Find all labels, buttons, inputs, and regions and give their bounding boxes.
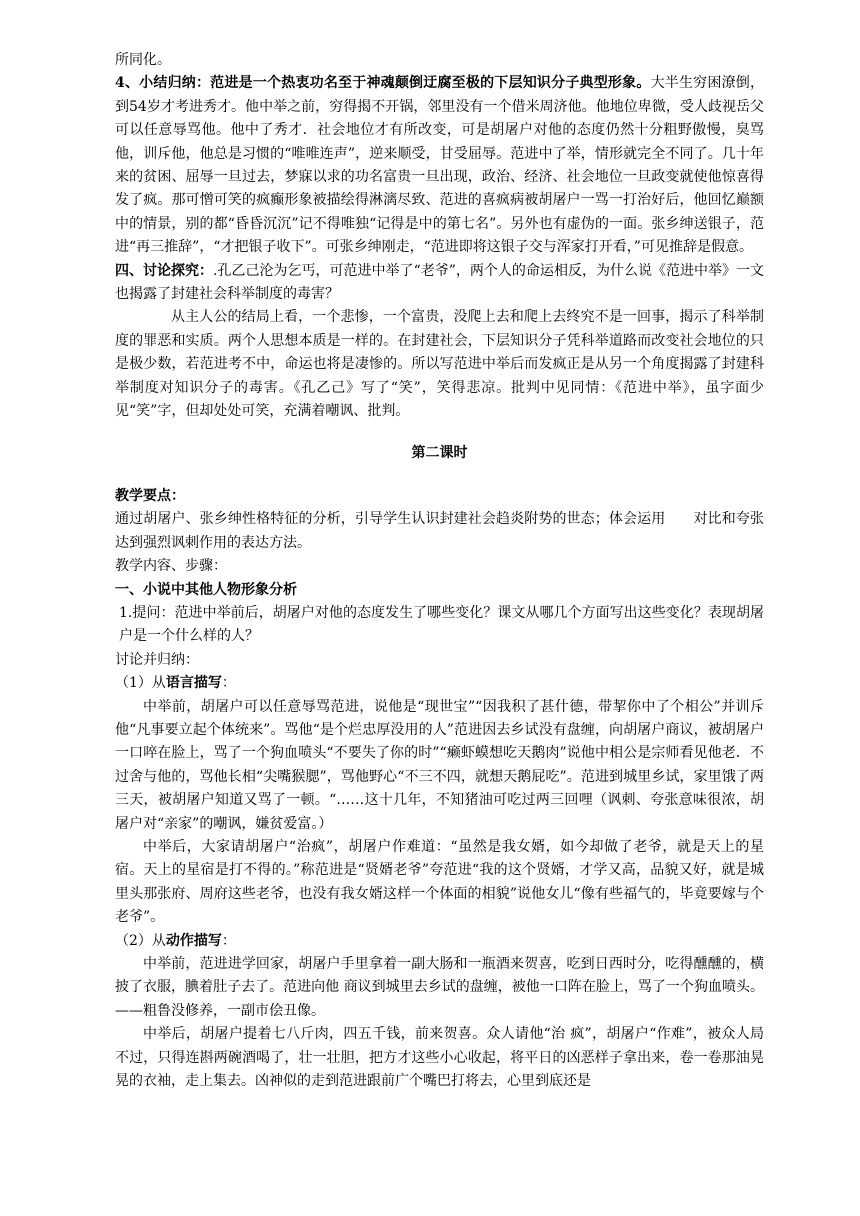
heading-bold-term: 动作描写 [165,932,222,949]
heading-prefix: （1）从 [115,675,166,692]
action-before-paragraph: 中举前，范进进学回家，胡屠户手里拿着一副大肠和一瓶酒来贺喜，吃到日西时分，吃得醺醺的，横披了衣服，腆着肚子去了。范进向他 商议到城里去乡试的盘缠，被他一口阵在脸上，骂了一个狗血喷头。 ——粗鲁没修养，一副市侩丑像。 [115,956,764,1019]
character-analysis-heading: 一、小说中其他人物形象分析 [115,581,297,598]
heading-suffix: ： [221,675,236,692]
question-1: 1.提问：范进中举前后，胡屠户对他的态度发生了哪些变化？课文从哪几个方面写出这些变化？表现胡屠户是一个什么样的人？ [119,604,764,645]
heading-bold-term: 语言描写 [165,675,222,692]
teaching-points-heading: 教学要点： [115,487,185,504]
action-after-paragraph: 中举后，胡屠户提着七八斤肉，四五千钱，前来贺喜。众人请他“治 疯”，胡屠户“作难”，被众人局不过，只得连斟两碗酒喝了，壮一壮胆，把方才这些小心收起，将平日的凶恶样子拿出来，卷一卷那油晃晃的衣袖，走上集去。凶神似的走到范进跟前广个嘴巴打将去，心里到底还是 [115,1026,764,1090]
discussion-question: .孔乙己沦为乞丐，可范进中举了“老爷”，两个人的命运相反，为什么说《范进中举》一文也揭露了封建社会科举制度的毒害？ [115,262,765,303]
teaching-steps-heading: 教学内容、步骤： [115,558,227,575]
language-after-paragraph: 中举后，大家请胡屠户“治疯”，胡屠户作难道：“虽然是我女婿，如今却做了老爷，就是天上的星宿。天上的星宿是打不得的。”称范进是“贤婿老爷”夸范进“我的这个贤婿，才学又高，品貌又好，就是城里头那张府、周府这些老爷，也没有我女婿这样一个体面的相貌”说他女儿“像有些福气的，毕竟要嫁与个老爷”。 [115,839,764,926]
teaching-points-body: 通过胡屠户、张乡绅性格特征的分析，引导学生认识封建社会趋炎附势的世态；体会运用 对比和夸张达到强烈讽刺作用的表达方法。 [115,511,764,551]
heading-prefix: （2）从 [115,932,166,949]
discussion-paragraph [115,260,764,307]
discussion-summary-label: 讨论并归纳： [115,651,199,668]
action-description-heading [115,930,764,953]
language-before-paragraph: 中举前，胡屠户可以任意辱骂范进，说他是“现世宝”“因我积了甚什德，带挈你中了个相公”并训斥他“凡事要立起个体统来”。骂他“是个烂忠厚没用的人”范进因去乡试没有盘缠，向胡屠户商议，被胡屠户一口啐在脸上，骂了一个狗血喷头“不要失了你的时”“癞虾蟆想吃天鹅肉”说他中相公是宗师看见他老．不过舍与他的，骂他长相“尖嘴猴腮”，骂他野心“不三不四，就想天鹅屁吃”。范进到城里乡试，家里饿了两三天，被胡屠户知道又骂了一顿。“……这十几年，不知猪油可吃过两三回哩（讽刺、夸张意味很浓，胡屠户对“亲家”的嘲讽，嫌贫爱富。） [115,698,764,832]
paragraph-continuation: 所同化。 [115,52,171,68]
discussion-heading: 四、讨论探究： [115,262,214,279]
section-title: 第二课时 [411,444,468,461]
summary-heading: 4、小结归纳：范进是一个热衷功名至于神魂颠倒迂腐至极的下层知识分子典型形象。 [115,75,651,92]
summary-paragraph [115,72,764,259]
discussion-answer: 从主人公的结局上看，一个悲惨，一个富贵，没爬上去和爬上去终究不是一回事，揭示了科举制度的罪恶和实质。两个人思想本质是一样的。在封建社会，下层知识分子凭科举道路而改变社会地位的只是极少数，若范进考不中，命运也将是凄惨的。所以写范进中举后而发疯正是从另一个角度揭露了封建科举制度对知识分子的毒害。《孔乙己》写了“笑”，笑得悲凉。批判中见同情：《范进中举》，虽字面少见“笑”字，但却处处可笑，充满着嘲讽、批判。 [115,309,764,420]
summary-body: 大半生穷困潦倒，到54岁才考进秀才。他中举之前，穷得揭不开锅，邻里没有一个借米周济他。他地位卑微，受人歧视岳父可以任意辱骂他。他中了秀才．社会地位才有所改变，可是胡屠户对他的态度仍然十分粗野傲慢，臭骂他，训斥他，他总是习惯的“唯唯连声”，逆来顺受，甘受屈辱。范进中了举，情形就完全不同了。几十年来的贫困、屈辱一旦过去，梦寐以求的功名富贵一旦出现，政治、经济、社会地位一旦政变就使他惊喜得发了疯。那可憎可笑的疯癫形象被描绘得淋漓尽致、范进的喜疯病被胡屠户一骂一打治好后，他回忆巅额中的情景，别的都“昏昏沉沉”记不得唯独“记得是中的第七名”。另外也有虚伪的一面。张乡绅送银子，范进“再三推辞”，“才把银子收下”。可张乡绅刚走，“范进即将这银子交与浑家打开看，”可见推辞是假意。 [115,75,765,256]
heading-suffix: ： [221,932,236,949]
language-description-heading [115,672,764,695]
